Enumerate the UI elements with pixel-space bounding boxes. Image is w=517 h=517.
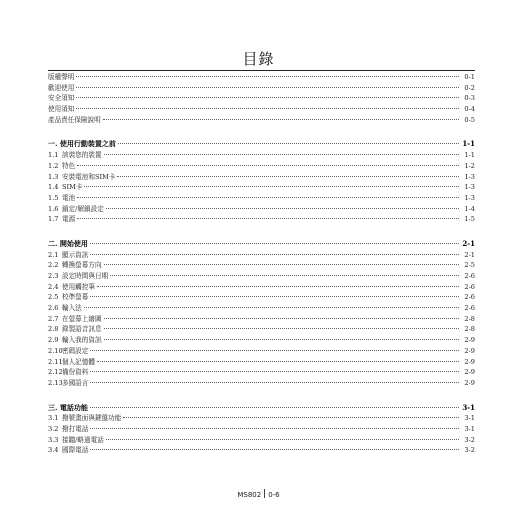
- toc-entry[interactable]: [48, 282, 475, 293]
- toc-entry-label: 多國語言: [62, 378, 89, 387]
- toc-entry-label: 轉換螢幕方向: [62, 261, 102, 270]
- toc-entry-page: 2-9: [464, 368, 475, 377]
- toc-entry-label: 產品責任保險說明: [48, 115, 101, 124]
- toc-entry-number: 2.4: [48, 282, 59, 291]
- leader-dots: [97, 361, 459, 362]
- toc-entry-page: 2-1: [464, 250, 475, 259]
- toc-entry-page: 2-6: [464, 282, 475, 291]
- toc-entry-label: 安裝電池和SIM卡: [62, 172, 116, 181]
- toc-entry[interactable]: [48, 83, 475, 94]
- toc-entry-page: 0-4: [464, 105, 475, 114]
- toc-entry[interactable]: [48, 378, 475, 389]
- toc-entry-page: 2-9: [464, 336, 475, 345]
- spacer: [48, 125, 475, 139]
- leader-dots: [117, 176, 459, 177]
- toc-entry-page: 0-3: [464, 94, 475, 103]
- leader-dots: [118, 143, 459, 144]
- toc-entry-label: 錄製語音訊息: [62, 325, 102, 334]
- leader-dots: [90, 371, 459, 372]
- toc-entry-page: 2-8: [464, 325, 475, 334]
- toc-entry[interactable]: [48, 204, 475, 215]
- toc-entry-label: 撥打電話: [62, 424, 89, 433]
- toc-entry-label: 密碼設定: [62, 346, 89, 355]
- toc-entry[interactable]: [48, 367, 475, 378]
- toc-entry-page: 3-1: [464, 414, 475, 423]
- toc-entry[interactable]: [48, 346, 475, 357]
- chapter-1-section: [48, 139, 475, 225]
- toc-entry-label: 電池: [62, 193, 76, 202]
- toc-entry[interactable]: [48, 172, 475, 183]
- toc-entry[interactable]: [48, 445, 475, 456]
- toc-entry[interactable]: [48, 292, 475, 303]
- leader-dots: [103, 119, 459, 120]
- toc-entry-label: 備份資料: [62, 368, 89, 377]
- toc-entry-page: 2-8: [464, 314, 475, 323]
- toc-entry-label: 安全須知: [48, 94, 75, 103]
- toc-entry-number: 2.5: [48, 293, 59, 302]
- chapter-heading-page: 2-1: [462, 238, 475, 248]
- toc-entry-page: 3-2: [464, 446, 475, 455]
- toc-entry[interactable]: [48, 324, 475, 335]
- chapter-heading[interactable]: [48, 139, 475, 150]
- footer-separator: [264, 489, 265, 498]
- toc-entry-number: 2.6: [48, 304, 59, 313]
- toc-entry-page: 2-5: [464, 261, 475, 270]
- toc-entry-number: 2.9: [48, 336, 59, 345]
- leader-dots: [97, 286, 459, 287]
- toc-entry-number: 3.3: [48, 435, 59, 444]
- toc-entry-label: 電源: [62, 215, 76, 224]
- toc-entry-number: 2.8: [48, 325, 59, 334]
- toc-entry[interactable]: [48, 161, 475, 172]
- toc-entry-page: 2-6: [464, 304, 475, 313]
- toc-entry[interactable]: [48, 115, 475, 126]
- toc-entry[interactable]: [48, 303, 475, 314]
- page-title: 目錄: [242, 50, 275, 68]
- toc-entry-label: 使用觸控筆: [62, 282, 95, 291]
- toc-entry[interactable]: [48, 93, 475, 104]
- toc-entry-label: 輸入我的資訊: [62, 336, 102, 345]
- toc-entry-label: 版權聲明: [48, 73, 75, 81]
- toc-entry[interactable]: [48, 314, 475, 325]
- toc-entry-label: 使用須知: [48, 105, 75, 114]
- toc-entry-label: 在螢幕上繪圖: [62, 314, 102, 323]
- toc-entry[interactable]: [48, 335, 475, 346]
- leader-dots: [76, 97, 459, 98]
- toc-entry-page: 0-2: [464, 83, 475, 92]
- title-rule: [48, 70, 475, 71]
- leader-dots: [84, 307, 459, 308]
- toc-entry-number: 2.13: [48, 378, 63, 387]
- toc-entry-number: 1.3: [48, 172, 59, 181]
- toc-entry-label: 鎖定/解鎖設定: [62, 204, 104, 213]
- toc-entry[interactable]: [48, 214, 475, 225]
- toc-entry-page: 2-9: [464, 357, 475, 366]
- leader-dots: [104, 264, 459, 265]
- toc-entry[interactable]: [48, 150, 475, 161]
- toc-entry-label: 個人記憶體: [62, 357, 95, 366]
- toc-entry-label: 顯示資訊: [62, 250, 89, 259]
- toc-entry-number: 1.5: [48, 193, 59, 202]
- footer-model: MS802: [237, 491, 262, 499]
- toc-entry-label: 國際電話: [62, 446, 89, 455]
- leader-dots: [77, 165, 459, 166]
- chapter-heading-page: 3-1: [462, 402, 475, 412]
- toc-entry-page: 3-1: [464, 424, 475, 433]
- chapter-heading[interactable]: [48, 239, 475, 250]
- page-footer: [0, 489, 517, 499]
- toc-entry-label: 歡迎使用: [48, 83, 75, 92]
- toc-entry-number: 1.7: [48, 215, 59, 224]
- toc-entry[interactable]: [48, 182, 475, 193]
- leader-dots: [90, 428, 459, 429]
- chapter-heading-page: 1-1: [462, 139, 475, 149]
- chapter-3-section: [48, 403, 475, 456]
- toc-entry-page: 2-6: [464, 272, 475, 280]
- toc-entry-number: 2.12: [48, 368, 63, 377]
- leader-dots: [90, 350, 459, 351]
- toc-entry-number: 3.1: [48, 414, 59, 423]
- leader-dots: [76, 87, 459, 88]
- spacer: [48, 225, 475, 239]
- toc-entry-number: 1.2: [48, 161, 59, 170]
- leader-dots: [104, 328, 459, 329]
- leader-dots: [110, 275, 459, 276]
- toc-entry-number: 2.7: [48, 314, 59, 323]
- toc-entry-page: 0-5: [464, 115, 475, 124]
- toc-entry-page: 1-1: [464, 151, 475, 160]
- table-of-contents: [48, 72, 475, 456]
- chapter-heading[interactable]: [48, 403, 475, 414]
- front-matter-section: [48, 72, 475, 125]
- leader-dots: [106, 439, 459, 440]
- toc-entry[interactable]: [48, 104, 475, 115]
- chapter-2-section: [48, 239, 475, 389]
- toc-entry-page: 1-5: [464, 215, 475, 224]
- leader-dots: [90, 254, 459, 255]
- chapter-heading-label: 一. 使用行動裝置之前: [48, 139, 116, 149]
- toc-entry-number: 3.2: [48, 424, 59, 433]
- toc-entry-label: 設定時間與日期: [62, 272, 109, 280]
- toc-entry-page: 0-1: [464, 73, 475, 81]
- leader-dots: [90, 449, 459, 450]
- leader-dots: [84, 186, 459, 187]
- toc-entry[interactable]: [48, 413, 475, 424]
- leader-dots: [77, 218, 459, 219]
- leader-dots: [76, 76, 459, 77]
- toc-entry-page: 2-9: [464, 346, 475, 355]
- leader-dots: [106, 208, 459, 209]
- toc-entry[interactable]: [48, 260, 475, 271]
- toc-entry-page: 2-9: [464, 378, 475, 387]
- toc-entry-number: 1.6: [48, 204, 59, 213]
- toc-entry-label: SIM卡: [62, 183, 83, 192]
- toc-entry-number: 1.4: [48, 183, 59, 192]
- toc-entry-page: 1-3: [464, 172, 475, 181]
- toc-entry-label: 撥號畫面與鍵盤功能: [62, 414, 122, 423]
- toc-entry-page: 1-3: [464, 183, 475, 192]
- toc-entry-number: 2.3: [48, 272, 59, 280]
- toc-entry[interactable]: [48, 357, 475, 368]
- toc-entry-page: 1-2: [464, 161, 475, 170]
- toc-entry-page: 1-4: [464, 204, 475, 213]
- leader-dots: [76, 108, 459, 109]
- toc-entry-page: 2-6: [464, 293, 475, 302]
- toc-entry-page: 3-2: [464, 435, 475, 444]
- toc-entry-label: 接聽/略過電話: [62, 435, 104, 444]
- toc-entry-label: 輸入法: [62, 304, 82, 313]
- toc-entry-number: 2.10: [48, 346, 63, 355]
- leader-dots: [90, 243, 459, 244]
- chapter-heading-label: 二. 開始使用: [48, 238, 88, 248]
- spacer: [48, 389, 475, 403]
- toc-entry-label: 該裝您的裝置: [62, 151, 102, 160]
- toc-entry[interactable]: [48, 72, 475, 83]
- toc-entry-number: 1.1: [48, 151, 59, 160]
- toc-entry[interactable]: [48, 271, 475, 282]
- leader-dots: [90, 407, 459, 408]
- leader-dots: [104, 154, 459, 155]
- footer-page-number: 0-6: [268, 491, 280, 499]
- toc-entry-number: 2.11: [48, 357, 63, 366]
- toc-entry-page: 1-3: [464, 193, 475, 202]
- chapter-heading-label: 三. 電話功能: [48, 402, 88, 412]
- leader-dots: [104, 318, 459, 319]
- toc-entry[interactable]: [48, 435, 475, 446]
- toc-entry[interactable]: [48, 250, 475, 261]
- leader-dots: [123, 417, 459, 418]
- toc-entry-number: 2.1: [48, 250, 59, 259]
- toc-entry-number: 3.4: [48, 446, 59, 455]
- toc-entry-number: 2.2: [48, 261, 59, 270]
- leader-dots: [90, 382, 459, 383]
- toc-entry-label: 校準螢幕: [62, 293, 89, 302]
- leader-dots: [104, 339, 459, 340]
- toc-entry-label: 特色: [62, 161, 76, 170]
- toc-entry[interactable]: [48, 424, 475, 435]
- leader-dots: [90, 296, 459, 297]
- leader-dots: [77, 197, 459, 198]
- toc-entry[interactable]: [48, 193, 475, 204]
